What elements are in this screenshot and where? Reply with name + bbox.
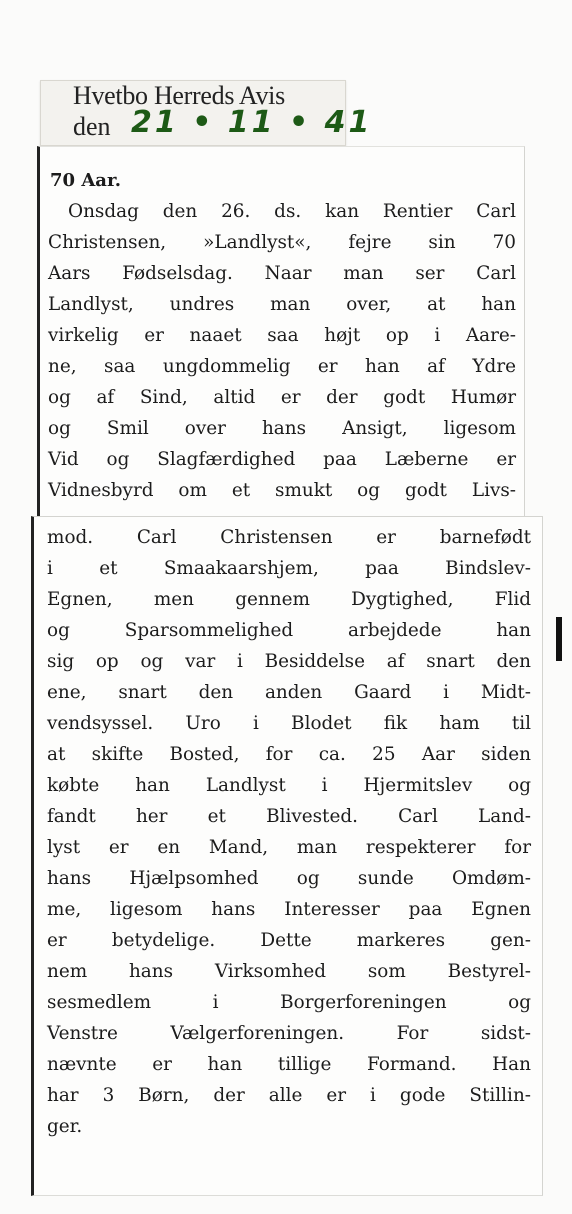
article-line: i et Smaakaarshjem, paa Bindslev- (47, 558, 531, 579)
article-line: har 3 Børn, der alle er i gode Stillin- (47, 1085, 531, 1106)
article-line: og Sparsommelighed arbejdede han (47, 620, 531, 641)
article-line: fandt her et Blivested. Carl Land- (47, 806, 531, 827)
article-line: nævnte er han tillige Formand. Han (47, 1054, 531, 1075)
article-line: og af Sind, altid er der godt Humør (48, 387, 516, 408)
article-line: hans Hjælpsomhed og sunde Omdøm- (47, 868, 531, 889)
article-line: nem hans Virksomhed som Bestyrel- (47, 961, 531, 982)
article-line: ene, snart den anden Gaard i Midt- (47, 682, 531, 703)
article-line: købte han Landlyst i Hjermitslev og (47, 775, 531, 796)
article-column-lower (47, 522, 531, 1142)
article-line: vendsyssel. Uro i Blodet fik ham til (47, 713, 531, 734)
article-line: Aars Fødselsdag. Naar man ser Carl (48, 263, 516, 284)
article-line: lyst er en Mand, man respekterer for (47, 837, 531, 858)
handwritten-date: 21 • 11 • 41 (131, 105, 373, 140)
article-line: virkelig er naaet saa højt op i Aare- (48, 325, 516, 346)
article-line: Vid og Slagfærdighed paa Læberne er (48, 449, 516, 470)
date-prefix: den (73, 112, 111, 141)
article-line: Vidnesbyrd om et smukt og godt Livs- (48, 480, 516, 501)
clipping-upper-part (37, 146, 525, 520)
clipping-lower-part (31, 516, 543, 1196)
article-line: sig op og var i Besiddelse af snart den (47, 651, 531, 672)
article-line: sesmedlem i Borgerforeningen og (47, 992, 531, 1013)
article-line: ne, saa ungdommelig er han af Ydre (48, 356, 516, 377)
article-column-upper (48, 165, 516, 506)
article-line: me, ligesom hans Interesser paa Egnen (47, 899, 531, 920)
article-line: er betydelige. Dette markeres gen- (47, 930, 531, 951)
article-line: ger. (47, 1116, 83, 1137)
article-line: at skifte Bosted, for ca. 25 Aar siden (47, 744, 531, 765)
article-title: 70 Aar. (50, 170, 122, 191)
newspaper-name: Hvetbo Herreds Avis (73, 81, 285, 110)
article-line: Christensen, »Landlyst«, fejre sin 70 (48, 232, 516, 253)
article-line: Egnen, men gennem Dygtighed, Flid (47, 589, 531, 610)
article-line: Onsdag den 26. ds. kan Rentier Carl (68, 201, 516, 222)
ink-mark (556, 617, 562, 661)
newspaper-label (40, 80, 373, 146)
article-line: Landlyst, undres man over, at han (48, 294, 516, 315)
article-line: Venstre Vælgerforeningen. For sidst- (47, 1023, 531, 1044)
article-line: og Smil over hans Ansigt, ligesom (48, 418, 516, 439)
article-line: mod. Carl Christensen er barnefødt (47, 527, 531, 548)
